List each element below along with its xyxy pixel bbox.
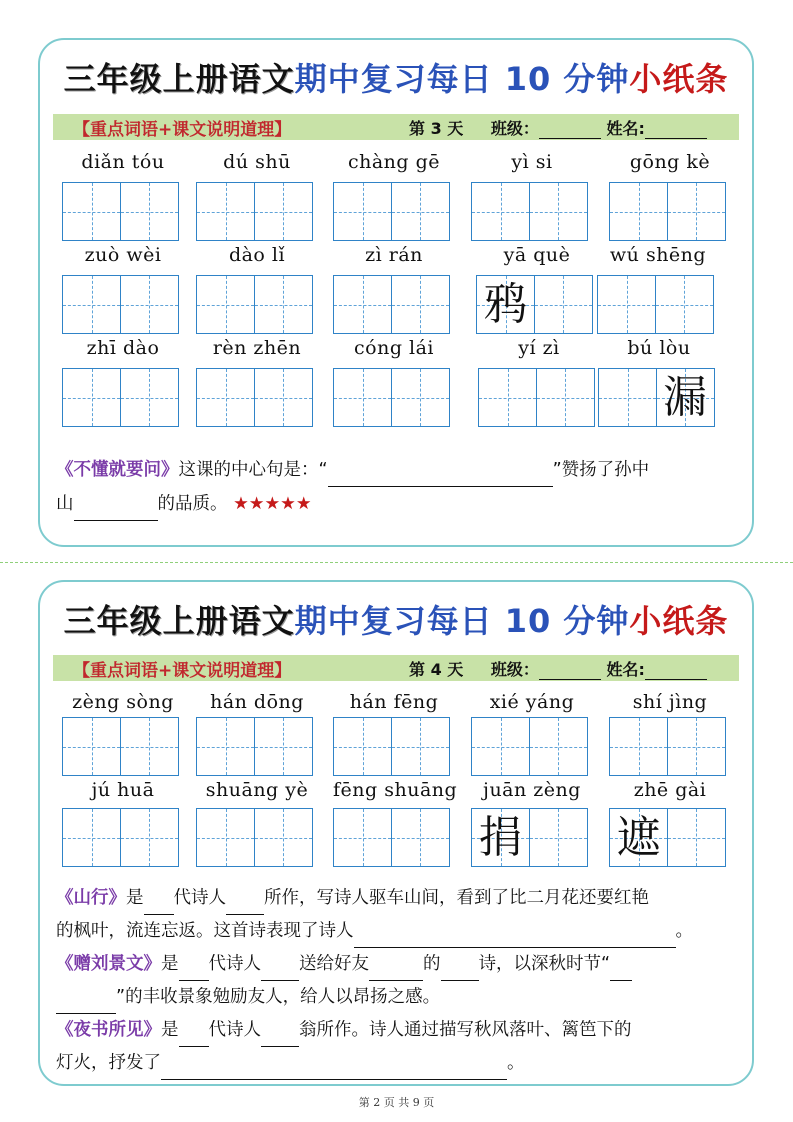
writing-box[interactable] xyxy=(120,182,179,241)
class-label: 班级： xyxy=(490,660,539,679)
writing-box[interactable] xyxy=(254,275,313,334)
book-title: 《山行》 xyxy=(56,888,126,908)
writing-box[interactable] xyxy=(471,182,530,241)
writing-box[interactable] xyxy=(471,808,530,867)
page-footer: 第 2 页 共 9 页 xyxy=(358,1096,435,1109)
writing-box[interactable] xyxy=(196,717,255,776)
writing-box[interactable] xyxy=(62,808,121,867)
writing-box[interactable] xyxy=(598,368,657,427)
word-item: shí jìng xyxy=(609,691,731,786)
writing-box[interactable] xyxy=(667,717,726,776)
word-item: rèn zhēn xyxy=(196,337,318,432)
writing-box[interactable] xyxy=(196,275,255,334)
word-item: gōng kè xyxy=(609,151,731,246)
writing-box[interactable] xyxy=(478,368,537,427)
answer-blank[interactable] xyxy=(74,500,158,521)
writing-box[interactable] xyxy=(254,182,313,241)
writing-box[interactable] xyxy=(120,808,179,867)
day-label: 第 4 天 xyxy=(409,660,464,679)
writing-box[interactable] xyxy=(62,182,121,241)
word-item: dú shū xyxy=(196,151,318,246)
writing-box[interactable] xyxy=(391,808,450,867)
answer-blank[interactable] xyxy=(179,1026,209,1047)
word-item: fēng shuāng xyxy=(333,779,455,874)
answer-blank[interactable] xyxy=(610,960,632,981)
answer-blank[interactable] xyxy=(369,960,423,981)
card-title: 三年级上册语文期中复习每日 10 分钟小纸条 xyxy=(63,602,729,640)
answer-blank[interactable] xyxy=(261,1026,299,1047)
writing-box[interactable] xyxy=(333,808,392,867)
writing-box[interactable] xyxy=(529,717,588,776)
writing-box[interactable] xyxy=(333,368,392,427)
writing-box[interactable] xyxy=(597,275,656,334)
writing-box[interactable] xyxy=(476,275,535,334)
writing-box[interactable] xyxy=(536,368,595,427)
word-item: dào lǐ xyxy=(196,244,318,339)
name-label: 姓名: xyxy=(606,119,645,138)
answer-blank[interactable] xyxy=(179,960,209,981)
word-item: bú lòu 漏 xyxy=(598,337,720,432)
writing-box[interactable] xyxy=(254,717,313,776)
writing-box[interactable] xyxy=(254,808,313,867)
writing-box[interactable] xyxy=(667,182,726,241)
info-band xyxy=(53,114,739,140)
word-item: zì rán xyxy=(333,244,455,339)
class-field[interactable] xyxy=(539,120,601,139)
prefilled-character: 遮 xyxy=(616,812,661,863)
worksheet-card-day3 xyxy=(38,38,754,547)
cut-line xyxy=(0,562,793,563)
answer-blank[interactable] xyxy=(261,960,299,981)
writing-box[interactable] xyxy=(529,808,588,867)
writing-box[interactable] xyxy=(62,717,121,776)
info-band xyxy=(53,655,739,681)
class-field[interactable] xyxy=(539,661,601,680)
writing-box[interactable] xyxy=(656,368,715,427)
writing-box[interactable] xyxy=(391,275,450,334)
word-item: zhē gài 遮 xyxy=(609,779,731,874)
word-item: zuò wèi xyxy=(62,244,184,339)
writing-box[interactable] xyxy=(609,717,668,776)
word-item: yí zì xyxy=(478,337,600,432)
name-field[interactable] xyxy=(645,661,707,680)
prefilled-character: 漏 xyxy=(663,372,707,423)
star-rating: ★★★★★ xyxy=(233,494,312,514)
writing-box[interactable] xyxy=(391,182,450,241)
question-paragraph: 《不懂就要问》这课的中心句是：“ ”赞扬了孙中 山 的品质。 ★★★★★ xyxy=(56,453,746,521)
writing-box[interactable] xyxy=(196,368,255,427)
writing-box[interactable] xyxy=(609,808,668,867)
word-item: xié yáng xyxy=(471,691,593,786)
writing-box[interactable] xyxy=(333,275,392,334)
topic-tag: 【重点词语+课文说明道理】 xyxy=(73,120,292,140)
writing-box[interactable] xyxy=(534,275,593,334)
day-label: 第 3 天 xyxy=(409,119,464,138)
writing-box[interactable] xyxy=(391,368,450,427)
answer-blank[interactable] xyxy=(144,894,174,915)
card-title: 三年级上册语文期中复习每日 10 分钟小纸条 xyxy=(63,60,729,98)
writing-box[interactable] xyxy=(120,717,179,776)
class-label: 班级： xyxy=(490,119,539,138)
answer-blank[interactable] xyxy=(226,894,264,915)
writing-box[interactable] xyxy=(391,717,450,776)
writing-box[interactable] xyxy=(120,368,179,427)
word-item: yì si xyxy=(471,151,593,246)
prefilled-character: 捐 xyxy=(478,812,523,863)
name-label: 姓名: xyxy=(606,660,645,679)
word-item: zèng sòng xyxy=(62,691,184,786)
word-item: hán dōng xyxy=(196,691,318,786)
writing-box[interactable] xyxy=(254,368,313,427)
word-item: chàng gē xyxy=(333,151,455,246)
topic-tag: 【重点词语+课文说明道理】 xyxy=(73,661,292,681)
book-title: 《夜书所见》 xyxy=(56,1020,161,1040)
word-item: zhī dào xyxy=(62,337,184,432)
book-title: 《赠刘景文》 xyxy=(56,954,161,974)
writing-box[interactable] xyxy=(529,182,588,241)
writing-box[interactable] xyxy=(333,182,392,241)
answer-blank[interactable] xyxy=(328,466,553,487)
writing-box[interactable] xyxy=(196,182,255,241)
poem-questions: 《山行》是 代诗人 所作，写诗人驱车山间，看到了比二月花还要红艳 的枫叶，流连忘返。这首诗表现了诗人 。 《赠刘景文》是 代诗人 送给好友 的 诗，以深秋时节“ ”的丰收景象勉励友人，给人以昂扬之感。 《夜书所见》是 代诗人 翁所作。诗人通过描写秋风落叶、篱笆下的 灯火，抒发了 。 xyxy=(56,882,748,1080)
word-item: yā què 鸦 xyxy=(476,244,598,339)
word-item: jú huā xyxy=(62,779,184,874)
word-item: wú shēng xyxy=(597,244,719,339)
word-item: shuāng yè xyxy=(196,779,318,874)
writing-box[interactable] xyxy=(655,275,714,334)
prefilled-character: 鸦 xyxy=(483,279,528,330)
writing-box[interactable] xyxy=(196,808,255,867)
answer-blank[interactable] xyxy=(441,960,479,981)
writing-box[interactable] xyxy=(333,717,392,776)
word-item: hán fēng xyxy=(333,691,455,786)
writing-box[interactable] xyxy=(667,808,726,867)
writing-box[interactable] xyxy=(62,368,121,427)
word-item: juān zèng 捐 xyxy=(471,779,593,874)
answer-blank[interactable] xyxy=(161,1059,507,1080)
writing-box[interactable] xyxy=(120,275,179,334)
answer-blank[interactable] xyxy=(56,993,116,1014)
worksheet-card-day4 xyxy=(38,580,754,1086)
writing-box[interactable] xyxy=(62,275,121,334)
answer-blank[interactable] xyxy=(354,927,676,948)
word-item: cóng lái xyxy=(333,337,455,432)
name-field[interactable] xyxy=(645,120,707,139)
writing-box[interactable] xyxy=(609,182,668,241)
word-item: diǎn tóu xyxy=(62,151,184,246)
book-title: 《不懂就要问》 xyxy=(56,460,179,480)
writing-box[interactable] xyxy=(471,717,530,776)
